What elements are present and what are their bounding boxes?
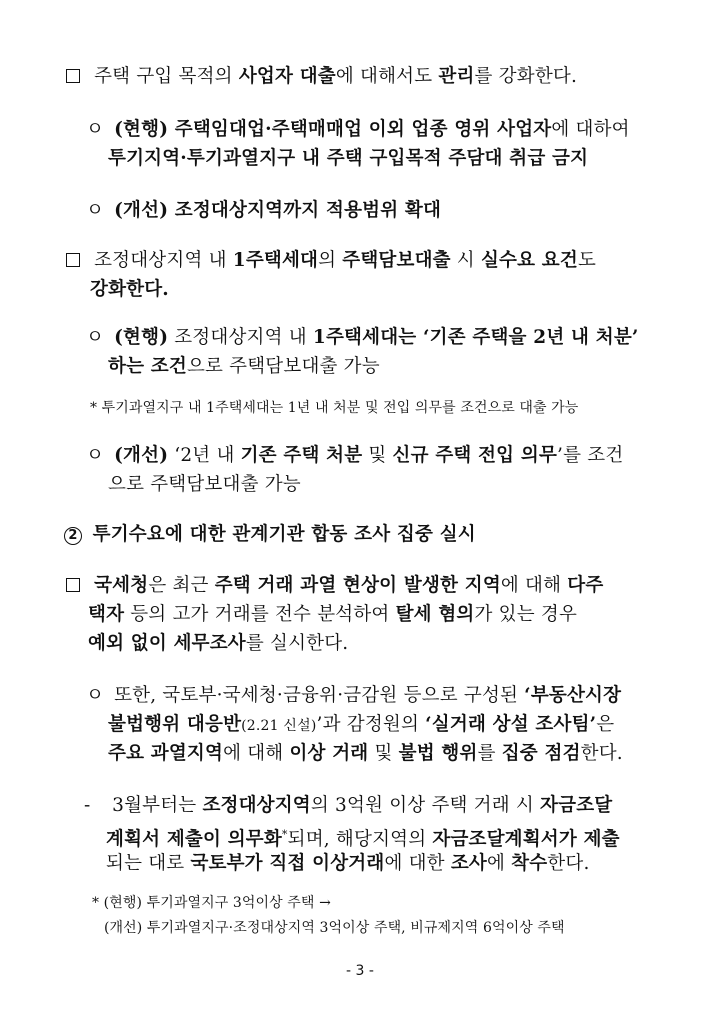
- square-bullet-icon: [66, 253, 80, 267]
- sec2-improvement-line2: 으로 주택담보대출 가능: [108, 474, 301, 495]
- sec2-heading-line2: 강화한다.: [90, 279, 169, 300]
- sec2-current-line1: ㅇ (현행) 조정대상지역 내 1주택세대는 ‘기존 주택을 2년 내 처분’: [86, 325, 639, 351]
- circle-bullet: ㅇ: [86, 445, 105, 466]
- sec1-current-line2: 투기지역·투기과열지구 내 주택 구입목적 주담대 취급 금지: [108, 148, 589, 169]
- sec3-footnote-line2: (개선) 투기과열지구·조정대상지역 3억이상 주택, 비규제지역 6억이상 주택: [104, 920, 565, 936]
- square-bullet-icon: [66, 578, 80, 592]
- sec2-footnote: * 투기과열지구 내 1주택세대는 1년 내 처분 및 전입 의무를 조건으로 대출 가능: [90, 400, 579, 416]
- circle-bullet: ㅇ: [86, 200, 105, 221]
- circled-number: 2: [64, 527, 82, 545]
- sec3-sub-line1: ㅇ 또한, 국토부·국세청·금융위·금감원 등으로 구성된 ‘부동산시장: [86, 683, 621, 709]
- square-bullet-icon: [66, 69, 80, 83]
- sec3-para-line3: 예외 없이 세무조사를 실시한다.: [88, 633, 349, 654]
- sec1-current-line1: ㅇ (현행) 주택임대업·주택매매업 이외 업종 영위 사업자에 대하여: [86, 117, 630, 143]
- sec3-sub-line2: 불법행위 대응반(2.21 신설)’과 감정원의 ‘실거래 상설 조사팀’은: [108, 714, 615, 735]
- sec2-improvement-line1: ㅇ (개선) ‘2년 내 기존 주택 처분 및 신규 주택 전입 의무’를 조건: [86, 443, 623, 469]
- sec3-para-line1: 국세청은 최근 주택 거래 과열 현상이 발생한 지역에 대해 다주: [66, 573, 603, 599]
- sec3-dash-line1: - 3월부터는 조정대상지역의 3억원 이상 주택 거래 시 자금조달: [84, 793, 612, 819]
- sec2-current-line2: 하는 조건으로 주택담보대출 가능: [108, 356, 380, 377]
- sec1-improvement: ㅇ (개선) 조정대상지역까지 적용범위 확대: [86, 198, 441, 224]
- sec3-heading: 2 투기수요에 대한 관계기관 합동 조사 집중 실시: [64, 522, 476, 548]
- sec3-para-line2: 택자 등의 고가 거래를 전수 분석하여 탈세 혐의가 있는 경우: [88, 604, 578, 625]
- dash-bullet: -: [84, 795, 91, 816]
- page-number: - 3 -: [346, 963, 374, 979]
- sec3-dash-line2: 계획서 제출이 의무화*되며, 해당지역의 자금조달계획서가 제출: [106, 828, 620, 851]
- circle-bullet: ㅇ: [86, 327, 105, 348]
- sec3-footnote-line1: * (현행) 투기과열지구 3억이상 주택 →: [92, 895, 331, 911]
- circle-bullet: ㅇ: [86, 119, 105, 140]
- sec3-dash-line3: 되는 대로 국토부가 직접 이상거래에 대한 조사에 착수한다.: [106, 853, 590, 874]
- sec2-heading-line1: 조정대상지역 내 1주택세대의 주택담보대출 시 실수요 요건도: [66, 248, 596, 274]
- sec3-sub-line3: 주요 과열지역에 대해 이상 거래 및 불법 행위를 집중 점검한다.: [108, 743, 623, 764]
- sec1-heading: 주택 구입 목적의 사업자 대출에 대해서도 관리를 강화한다.: [66, 64, 577, 90]
- circle-bullet: ㅇ: [86, 685, 105, 706]
